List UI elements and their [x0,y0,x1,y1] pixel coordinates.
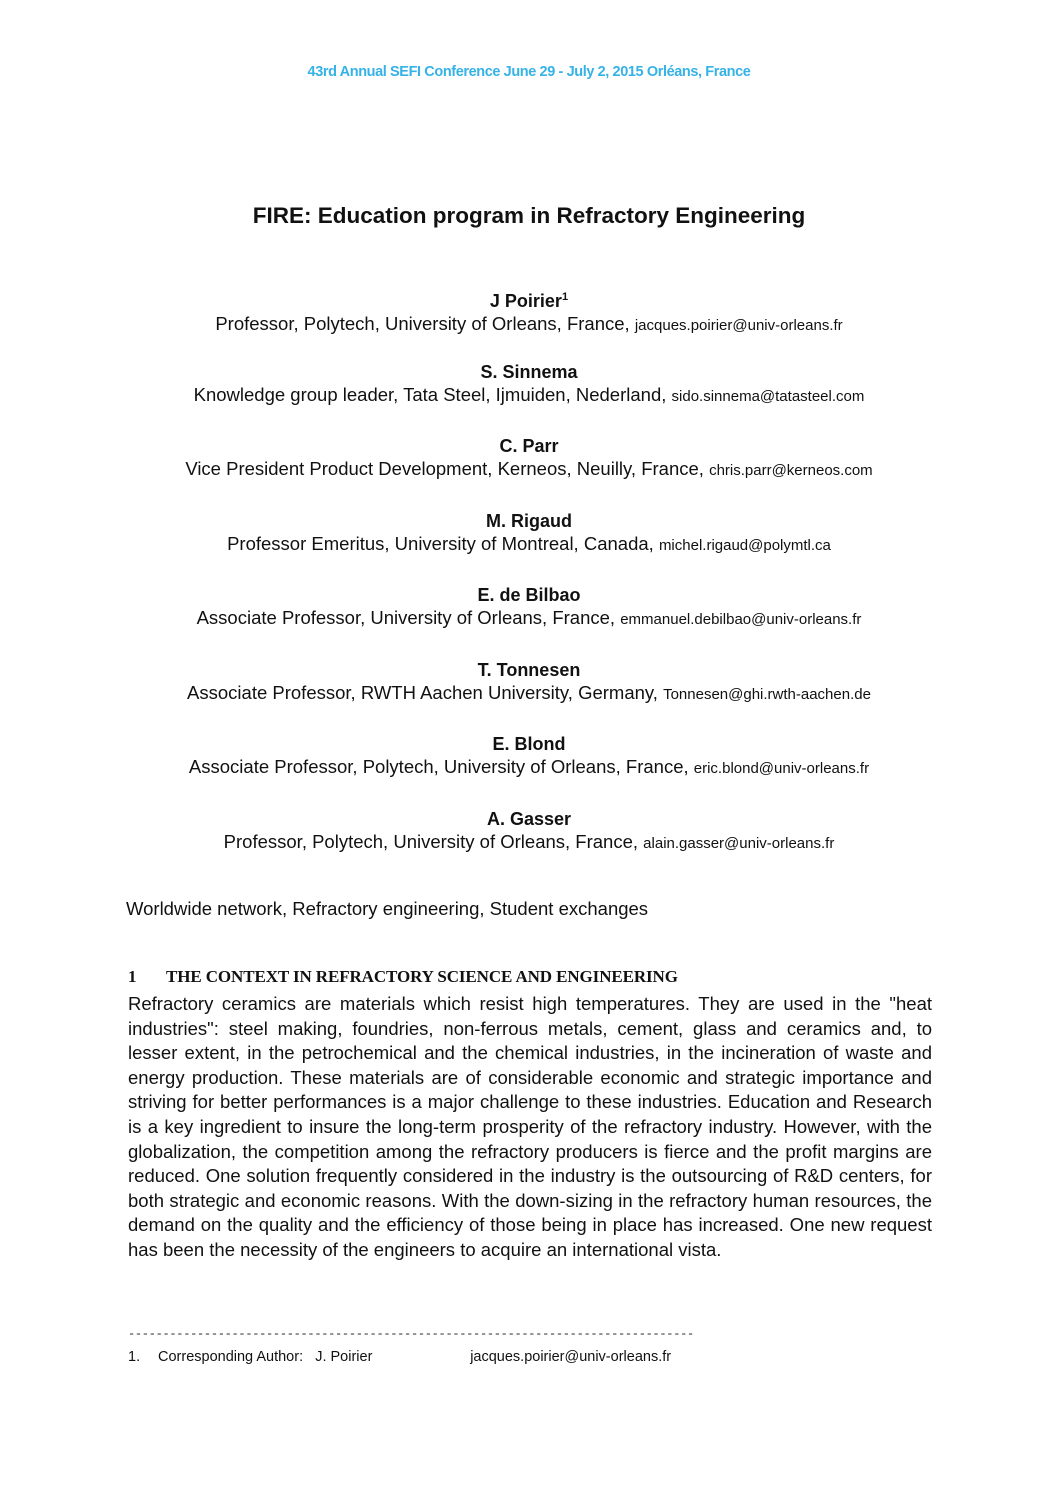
author-name: M. Rigaud [486,510,572,531]
footnote-email: jacques.poirier@univ-orleans.fr [470,1349,672,1365]
author-name: S. Sinnema [480,361,578,382]
section-number: 1 [128,967,137,986]
keywords: Worldwide network, Refractory engineering, Student exchanges [126,898,649,919]
author-email: Tonnesen@ghi.rwth-aachen.de [663,685,871,703]
author-affiliation: Professor, Polytech, University of Orleans, France, jacques.poirier@univ-orleans.fr [215,313,843,334]
author-email: chris.parr@kerneos.com [709,462,873,479]
author-block [0,510,1058,585]
section-heading [128,967,948,987]
author-affiliation: Professor, Polytech, University of Orleans, France, alain.gasser@univ-orleans.fr [223,830,835,852]
author-email: eric.blond@univ-orleans.fr [693,760,870,777]
author-affiliation: Vice President Product Development, Kerneos, Neuilly, France, chris.parr@kerneos.com [185,458,873,479]
author-email: michel.rigaud@polymtl.ca [658,536,831,554]
author-email: jacques.poirier@univ-orleans.fr [634,317,843,334]
author-block [0,659,1058,734]
author-list [0,286,1058,882]
author-affiliation: Associate Professor, University of Orleans, France, emmanuel.debilbao@univ-orleans.fr [196,607,862,628]
author-affiliation: Professor Emeritus, University of Montreal, Canada, michel.rigaud@polymtl.ca [227,532,831,554]
author-affiliation: Associate Professor, RWTH Aachen University, Germany, Tonnesen@ghi.rwth-aachen.de [187,681,871,703]
author-block [0,808,1058,883]
author-name: E. de Bilbao [477,585,581,605]
author-name: C. Parr [499,436,559,456]
paper-title: FIRE: Education program in Refractory Engineering [252,203,806,228]
author-block [0,733,1058,808]
author-affiliation: Associate Professor, Polytech, University of Orleans, France, eric.blond@univ-orleans.fr [188,756,870,777]
footnote-author: J. Poirier [315,1349,373,1365]
section-body: Refractory ceramics are materials which resist high temperatures. They are used in the "heat industries": steel making, foundries, non-ferrous metals, cement, glass and ceramics and, to lesser extent, in the petrochemical and the chemical industries, in the incineration of waste and energy production. These materials are of considerable economic and strategic importance and striving for better performances is a major challenge to these industries. Education and Research is a key ingredient to insure the long-term prosperity of the refractory industry. However, with the globalization, the competition among the refractory producers is fierce and the profit margins are reduced. One solution frequently considered in the industry is the outsourcing of R&D centers, for both strategic and economic reasons. With the down-sizing in the refractory human resources, the demand on the quality and the efficiency of those being in place has increased. One new request has been the necessity of the engineers to acquire an international vista. [128,993,932,1260]
section-title: THE CONTEXT IN REFRACTORY SCIENCE AND ENGINEERING [166,967,678,986]
author-block [0,361,1058,436]
author-affiliation: Knowledge group leader, Tata Steel, Ijmuiden, Nederland, sido.sinnema@tatasteel.com [193,383,865,405]
author-name: J Poirier$^1$ [489,291,569,311]
author-email: sido.sinnema@tatasteel.com [671,387,865,405]
author-name: A. Gasser [486,808,572,829]
conference-header: 43rd Annual SEFI Conference June 29 - July 2, 2015 Orléans, France [307,64,751,80]
author-block [0,435,1058,510]
footnote-label: Corresponding Author: [158,1349,304,1365]
footnote-marker: 1 [561,291,569,303]
footnote-number: 1. [128,1349,141,1365]
author-email: alain.gasser@univ-orleans.fr [643,834,835,852]
author-block [0,286,1058,361]
author-email: emmanuel.debilbao@univ-orleans.fr [620,611,862,628]
footnote [128,1349,671,1365]
author-name: E. Blond [492,734,566,754]
footnote-separator: ---------------------------------------------------------------------------------- [128,1327,694,1341]
author-name: T. Tonnesen [477,659,581,680]
author-block [0,584,1058,659]
